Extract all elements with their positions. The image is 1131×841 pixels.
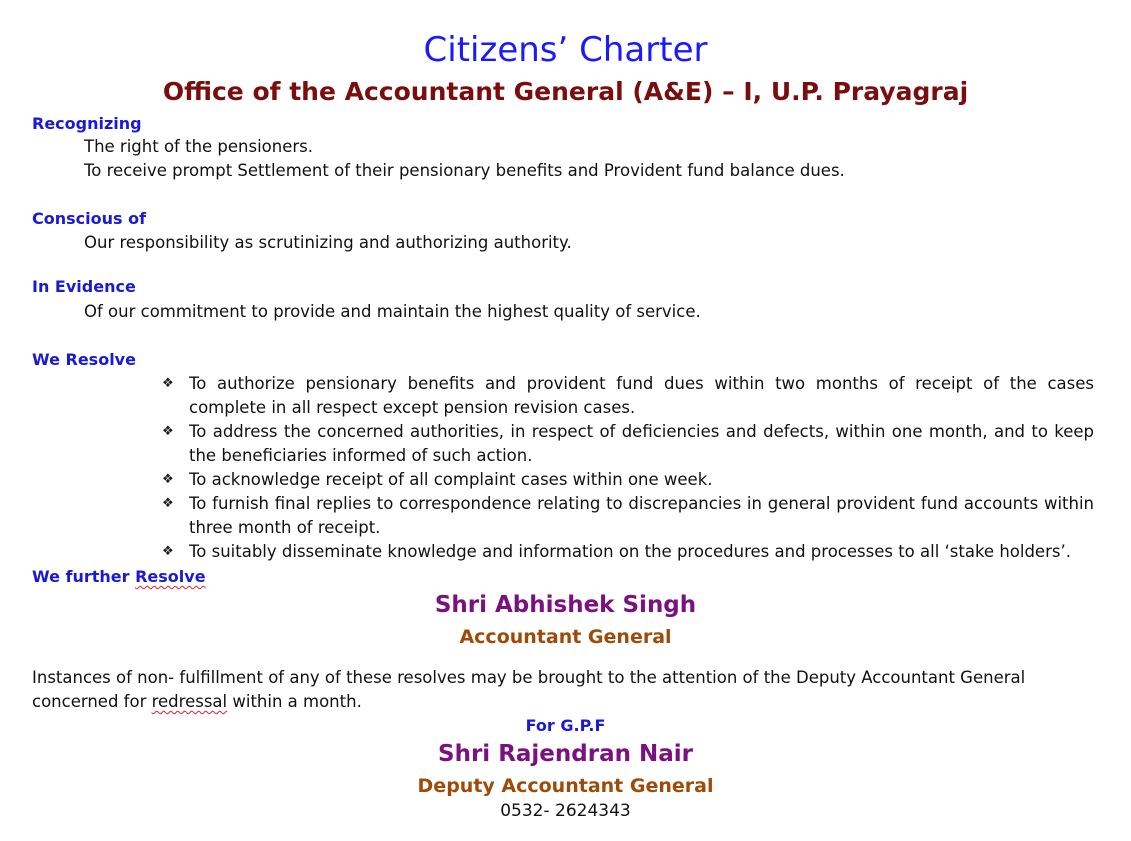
recognizing-line-2: To receive prompt Settlement of their pensionary benefits and Provident fund balance dues.: [84, 161, 845, 180]
heading-recognizing: Recognizing: [32, 114, 142, 133]
heading-we-resolve: We Resolve: [32, 350, 136, 369]
list-item: [162, 420, 1094, 468]
signatory-role-ag: Accountant General: [459, 626, 672, 648]
diamond-dots-icon: ❖: [162, 496, 174, 511]
note-text-1: Instances of non- fulfillment of any of these resolves may be brought to the attention of the Deputy Accountant General concerned for: [32, 668, 1026, 711]
list-item: [162, 372, 1094, 420]
office-subtitle: Office of the Accountant General (A&E) – I, U.P. Prayagraj: [162, 77, 969, 106]
diamond-dots-icon: ❖: [162, 472, 174, 487]
gpf-label: For G.P.F: [525, 716, 606, 735]
note-text-2: within a month.: [227, 692, 362, 711]
resolve-list: [162, 372, 1094, 564]
conscious-line-1: Our responsibility as scrutinizing and authorizing authority.: [84, 233, 572, 252]
diamond-dots-icon: ❖: [162, 424, 174, 439]
list-item: [162, 540, 1094, 564]
page-title: Citizens’ Charter: [423, 30, 708, 70]
resolve-item-text: To furnish final replies to correspondence relating to discrepancies in general provident fund accounts within three month of receipt.: [189, 494, 1094, 537]
resolve-item-text: To suitably disseminate knowledge and information on the procedures and processes to all ‘stake holders’.: [189, 542, 1071, 561]
heading-we-further-resolve: [32, 567, 206, 587]
signatory-name-ag: Shri Abhishek Singh: [434, 592, 697, 618]
resolve-item-text: To authorize pensionary benefits and provident fund dues within two months of receipt of the cases complete in all respect except pension revision cases.: [189, 374, 1094, 417]
phone-number: 0532- 2624343: [500, 801, 631, 821]
resolve-item-text: To address the concerned authorities, in respect of deficiencies and defects, within one month, and to keep the beneficiaries informed of such action.: [189, 422, 1094, 465]
signatory-role-dag: Deputy Accountant General: [417, 775, 714, 797]
note-redressal-word: redressal: [151, 692, 228, 711]
grievance-note: [32, 666, 1032, 714]
evidence-line-1: Of our commitment to provide and maintain the highest quality of service.: [84, 302, 701, 321]
signatory-name-dag: Shri Rajendran Nair: [438, 741, 693, 767]
recognizing-line-1: The right of the pensioners.: [84, 137, 314, 156]
resolve-item-text: To acknowledge receipt of all complaint cases within one week.: [189, 470, 713, 489]
diamond-dots-icon: ❖: [162, 376, 174, 391]
list-item: [162, 468, 1094, 492]
heading-in-evidence: In Evidence: [32, 277, 136, 296]
further-resolve-word: Resolve: [135, 567, 206, 586]
list-item: [162, 492, 1094, 540]
heading-conscious-of: Conscious of: [32, 209, 147, 228]
diamond-dots-icon: ❖: [162, 544, 174, 559]
further-prefix: We further: [32, 567, 136, 586]
